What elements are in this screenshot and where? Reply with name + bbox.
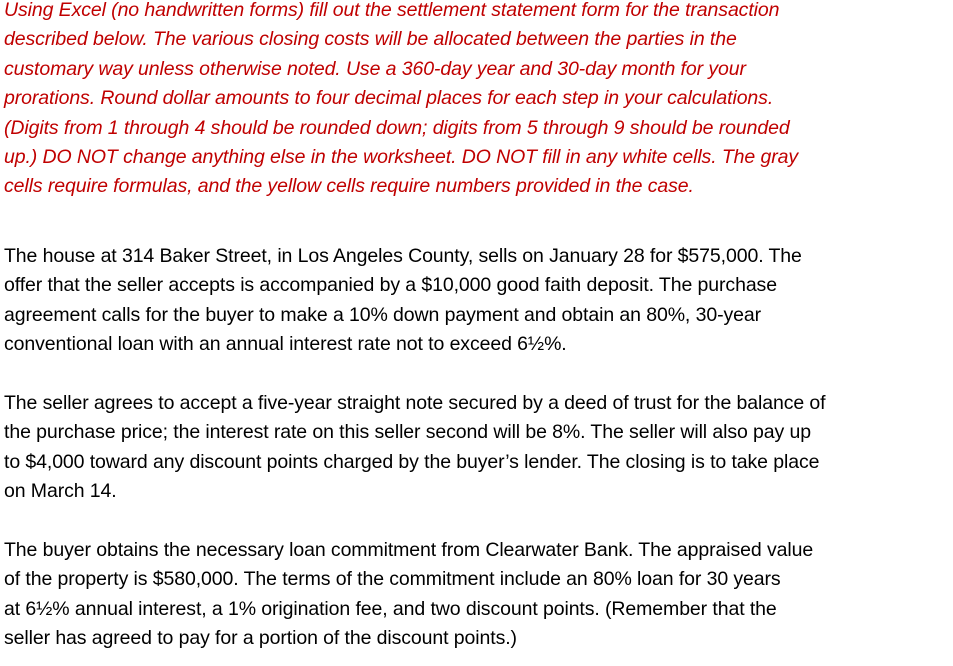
instructions-line: (Digits from 1 through 4 should be rounded down; digits from 5 through 9 should be rounded [4,116,790,139]
body-line: agreement calls for the buyer to make a 10% down payment and obtain an 80%, 30-year [4,303,761,326]
body-line: The house at 314 Baker Street, in Los Angeles County, sells on January 28 for $575,000. The [4,245,802,267]
body-line: conventional loan with an annual interest rate not to exceed 6½%. [4,333,567,356]
body-line: seller has agreed to pay for a portion of the discount points.) [4,627,517,650]
seller-financing-paragraph [4,389,826,507]
instructions-line: Using Excel (no handwritten forms) fill out the settlement statement form for the transaction [4,0,780,21]
instructions-line: up.) DO NOT change anything else in the worksheet. DO NOT fill in any white cells. The gray [4,146,798,169]
body-line: The buyer obtains the necessary loan commitment from Clearwater Bank. The appraised value [4,539,814,561]
sale-terms-paragraph [4,242,802,360]
instructions-paragraph [4,0,798,202]
instructions-line: cells require formulas, and the yellow cells require numbers provided in the case. [4,175,694,198]
body-line: at 6½% annual interest, a 1% origination fee, and two discount points. (Remember that the [4,597,777,620]
body-line: to $4,000 toward any discount points charged by the buyer’s lender. The closing is to take place [4,450,820,473]
instructions-line: described below. The various closing costs will be allocated between the parties in the [4,28,737,51]
body-line: the purchase price; the interest rate on this seller second will be 8%. The seller will also pay up [4,421,811,444]
body-line: of the property is $580,000. The terms of the commitment include an 80% loan for 30 years [4,568,781,591]
body-line: on March 14. [4,480,117,503]
instructions-line: customary way unless otherwise noted. Use a 360-day year and 30-day month for your [4,57,746,80]
body-line: The seller agrees to accept a five-year straight note secured by a deed of trust for the balance of [4,392,826,414]
instructions-line: prorations. Round dollar amounts to four decimal places for each step in your calculations. [4,87,774,110]
body-line: offer that the seller accepts is accompanied by a $10,000 good faith deposit. The purchase [4,274,777,297]
loan-commitment-paragraph [4,536,813,654]
